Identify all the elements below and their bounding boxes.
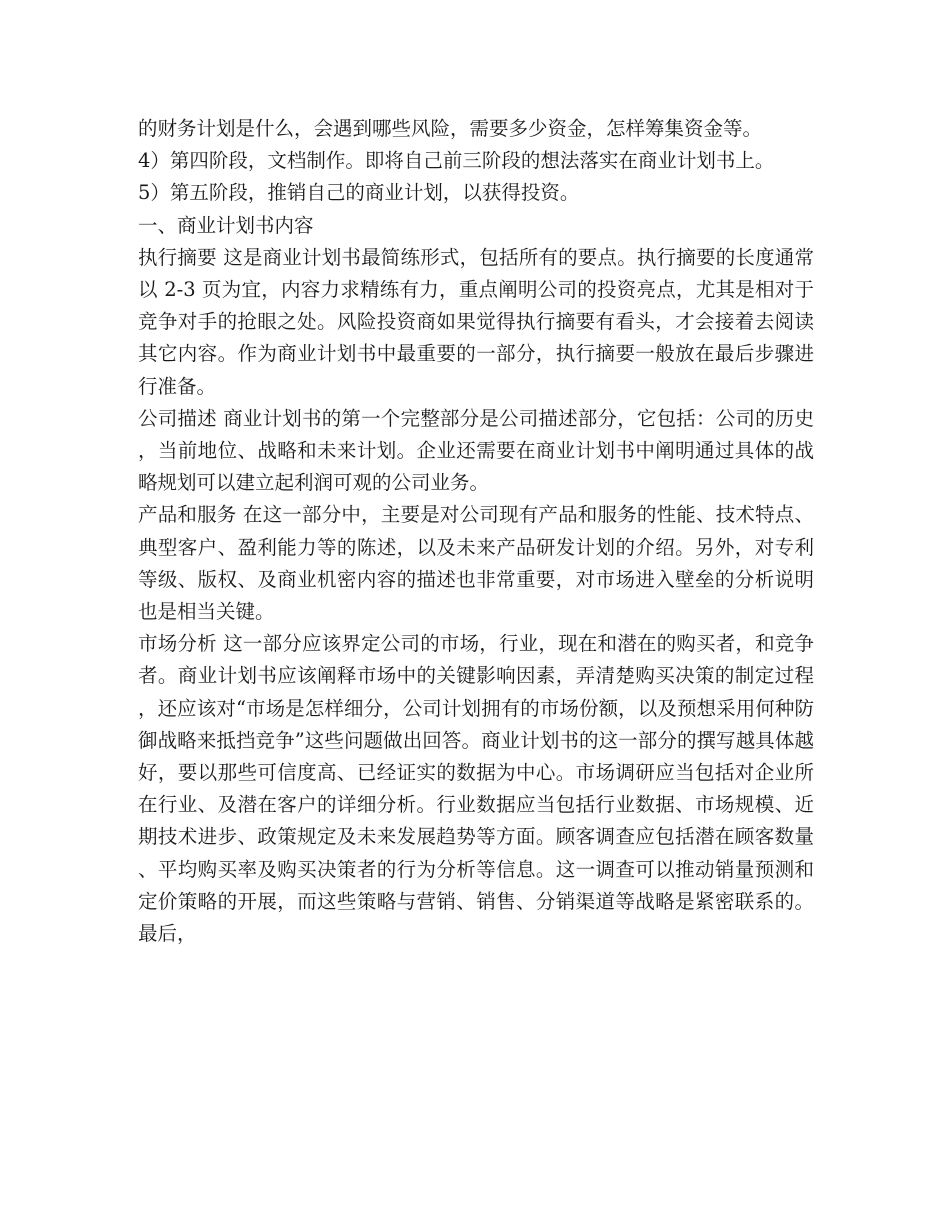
paragraph-market-analysis: 市场分析 这一部分应该界定公司的市场，行业，现在和潜在的购买者，和竞争者。商业计划书应该阐释市场中的关键影响因素，弄清楚购买决策的制定过程，还应该对“市场是怎样细分，公司计划拥有的市场份额，以及预想采用何种防御战略来抵挡竞争”这些问题做出回答。商业计划书的这一部分的撰写越具体越好，要以那些可信度高、已经证实的数据为中心。市场调研应当包括对企业所在行业、及潜在客户的详细分析。行业数据应当包括行业数据、市场规模、近期技术进步、政策规定及未来发展趋势等方面。顾客调查应包括潜在顾客数量、平均购买率及购买决策者的行为分析等信息。这一调查可以推动销量预测和定价策略的开展，而这些策略与营销、销售、分销渠道等战略是紧密联系的。最后， [138,632,814,946]
paragraph-stage-four: 4）第四阶段，文档制作。即将自己前三阶段的想法落实在商业计划书上。 [138,149,775,173]
section-heading: 一、商业计划书内容 [138,213,314,237]
paragraph-stage-five: 5）第五阶段，推销自己的商业计划，以获得投资。 [138,181,580,205]
paragraph-financial-plan: 的财务计划是什么，会遇到哪些风险，需要多少资金，怎样筹集资金等。 [138,117,763,140]
paragraph-products-services: 产品和服务 在这一部分中，主要是对公司现有产品和服务的性能、技术特点、典型客户、盈利能力等的陈述，以及未来产品研发计划的介绍。另外，对专利等级、版权、及商业机密内容的描述也非常重要，对市场进入壁垒的分析说明也是相当关键。 [138,503,814,624]
document-body [138,113,814,950]
paragraph-executive-summary: 执行摘要 这是商业计划书最简练形式，包括所有的要点。执行摘要的长度通常以 2-3 页为宜，内容力求精练有力，重点阐明公司的投资亮点，尤其是相对于竞争对手的抢眼之处。风险投资商如果觉得执行摘要有看头，才会接着去阅读其它内容。作为商业计划书中最重要的一部分，执行摘要一般放在最后步骤进行准备。 [138,245,814,398]
paragraph-company-description: 公司描述 商业计划书的第一个完整部分是公司描述部分，它包括：公司的历史，当前地位、战略和未来计划。企业还需要在商业计划书中阐明通过具体的战略规划可以建立起利润可观的公司业务。 [138,406,814,495]
